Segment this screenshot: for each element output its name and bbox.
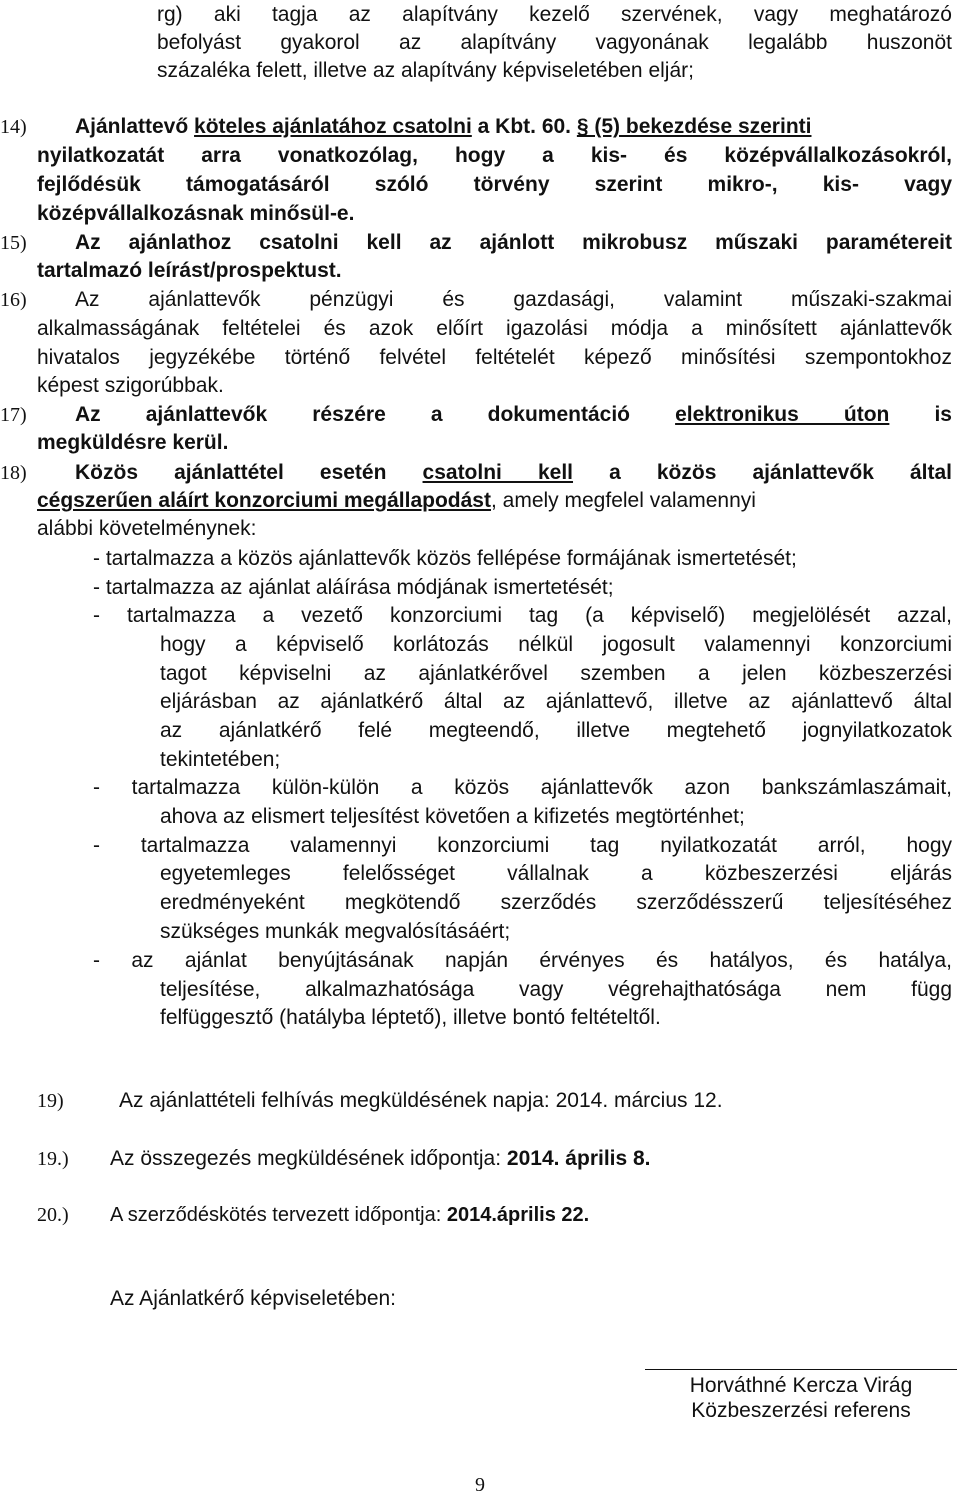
item-14-line-2: nyilatkozatát arra vonatkozólag, hogy a kis- és középvállalkozásokról,: [37, 144, 952, 167]
rg-line-3: százaléka felett, illetve az alapítvány képviseletében eljár;: [157, 59, 694, 82]
item-18-part-c: a közös ajánlattevők által: [609, 461, 952, 484]
item-18-line-2: [37, 486, 952, 516]
item-20-number: 20.): [37, 1204, 69, 1226]
rg-line-1: rg) aki tagja az alapítvány kezelő szervének, vagy meghatározó: [157, 3, 952, 26]
item-14-line-3: fejlődésük támogatásáról szóló törvény szerint mikro-, kis- vagy: [37, 173, 952, 196]
item-17-part-a: Az ajánlattevők részére a dokumentáció: [75, 403, 630, 426]
item-14-number: 14): [0, 116, 27, 138]
item-20-line: [110, 1200, 952, 1230]
requirement-line: szükséges munkák megvalósításáért;: [160, 920, 511, 943]
item-14-line-1: [75, 112, 952, 142]
item-16-line-2: alkalmasságának feltételei és azok előírt igazolási módja a minősített ajánlattevők: [37, 317, 952, 340]
item-19b-text: Az összegezés megküldésének időpontja:: [110, 1147, 502, 1170]
item-18-number: 18): [0, 462, 27, 484]
item-15-line-2: tartalmazó leírást/prospektust.: [37, 259, 342, 282]
requirement-line: - tartalmazza a közös ajánlattevők közös fellépése formájának ismertetését;: [93, 547, 797, 570]
item-18-part-a: Közös ajánlattétel esetén: [75, 461, 387, 484]
item-15-line-1: Az ajánlathoz csatolni kell az ajánlott mikrobusz műszaki paramétereit: [75, 231, 952, 254]
requirement-line: teljesítése, alkalmazhatósága vagy végrehajthatósága nem függ: [160, 978, 952, 1001]
signatory-name: Horváthné Kercza Virág: [689, 1374, 913, 1397]
item-19b-line: [110, 1144, 952, 1174]
requirement-line: egyetemleges felelősséget vállalnak a közbeszerzési eljárás: [160, 862, 952, 885]
item-14-part-b: köteles ajánlatához csatolni: [194, 115, 472, 138]
item-20-text: A szerződéskötés tervezett időpontja:: [110, 1204, 442, 1226]
item-17-line-1: [75, 400, 952, 430]
requirement-line: eljárásban az ajánlatkérő által az ajánlattevő, illetve az ajánlattevő által: [160, 690, 952, 713]
requirement-line: tagot képviselni az ajánlatkérővel szemben a jelen közbeszerzési: [160, 662, 952, 685]
requirement-line: az ajánlatkérő felé megteendő, illetve megtehető jognyilatkozatok: [160, 719, 952, 742]
requirement-line: hogy a képviselő korlátozás nélkül jogosult valamennyi konzorciumi: [160, 633, 952, 656]
item-14-part-a: Ajánlattevő: [75, 115, 189, 138]
item-17-part-b: elektronikus úton: [675, 403, 890, 426]
item-19-text: Az ajánlattételi felhívás megküldésének napja: 2014. március 12.: [119, 1089, 723, 1112]
requirement-line: - tartalmazza az ajánlat aláírása módjának ismertetését;: [93, 576, 614, 599]
signature-line: [645, 1369, 957, 1370]
page-number: 9: [475, 1474, 485, 1496]
item-16-line-4: képest szigorúbbak.: [37, 374, 224, 397]
rg-line-2: befolyást gyakorol az alapítvány vagyonának legalább huszonöt: [157, 31, 952, 54]
item-14-part-d: § (5) bekezdése szerinti: [576, 115, 812, 138]
requirement-line: tekintetében;: [160, 748, 281, 771]
item-16-number: 16): [0, 289, 27, 311]
item-15-number: 15): [0, 232, 27, 254]
item-18-line-3: alábbi követelménynek:: [37, 517, 257, 540]
requirement-line: - tartalmazza külön-külön a közös ajánlattevők azon bankszámlaszámait,: [93, 776, 952, 799]
item-16-line-3: hivatalos jegyzékébe történő felvétel feltételét képező minősítési szempontokhoz: [37, 346, 952, 369]
signatory-role: Közbeszerzési referens: [691, 1399, 911, 1422]
requirement-line: - tartalmazza a vezető konzorciumi tag (a képviselő) megjelölését azzal,: [93, 604, 952, 627]
requirement-line: felfüggesztő (hatályba léptető), illetve bontó feltételtől.: [160, 1006, 661, 1029]
item-19-number: 19): [37, 1090, 64, 1112]
item-14-part-c: a Kbt. 60.: [477, 115, 572, 138]
requirement-line: - az ajánlat benyújtásának napján érvényes és hatályos, és hatálya,: [93, 949, 952, 972]
item-19b-date: 2014. április 8.: [506, 1147, 651, 1170]
item-17-part-c: is: [934, 403, 952, 426]
item-18-part-b: csatolni kell: [422, 461, 574, 484]
requirement-line: ahova az elismert teljesítést követően a kifizetés megtörténhet;: [160, 805, 745, 828]
item-17-line-2: megküldésre kerül.: [37, 431, 229, 454]
item-14-line-4: középvállalkozásnak minősül-e.: [37, 202, 355, 225]
item-20-date: 2014.április 22.: [446, 1204, 590, 1226]
signature-intro: Az Ajánlatkérő képviseletében:: [110, 1287, 397, 1310]
item-19b-number: 19.): [37, 1148, 69, 1170]
item-18-line-2-rest: , amely megfelel valamennyi: [490, 489, 756, 512]
requirement-line: eredményeként megkötendő szerződés szerződésszerű teljesítéséhez: [160, 891, 952, 914]
item-17-number: 17): [0, 404, 27, 426]
item-18-line-1: [75, 458, 952, 488]
requirement-line: - tartalmazza valamennyi konzorciumi tag nyilatkozatát arról, hogy: [93, 834, 952, 857]
item-18-consortium-agreement: cégszerűen aláírt konzorciumi megállapodást: [37, 489, 491, 512]
item-16-line-1: Az ajánlattevők pénzügyi és gazdasági, valamint műszaki-szakmai: [75, 288, 952, 311]
